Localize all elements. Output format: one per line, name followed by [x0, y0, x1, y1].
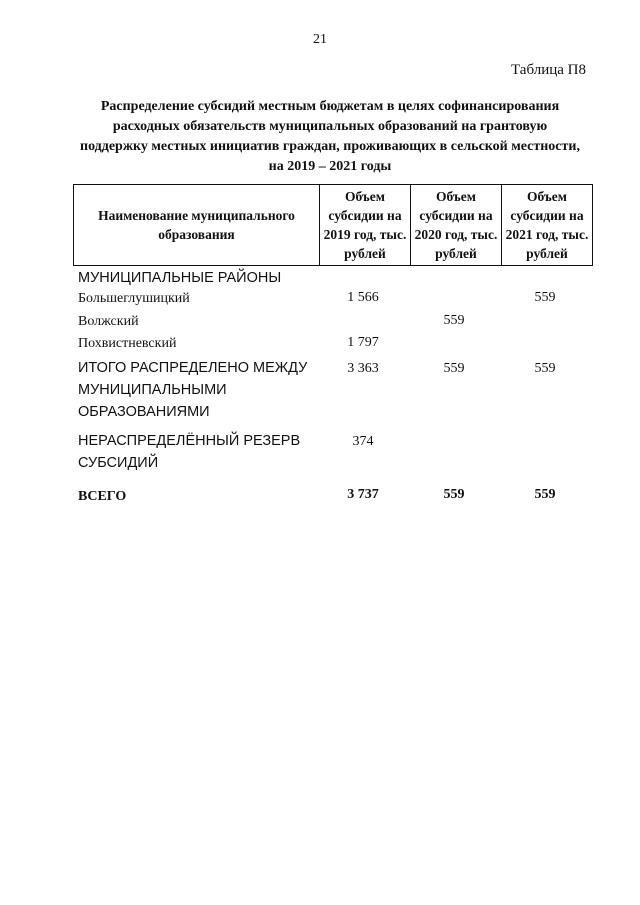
grand-total-label: ВСЕГО [78, 489, 127, 504]
header-2019: Объем субсидии на 2019 год, тыс. рублей [320, 185, 411, 266]
row-value-2019: 1 797 [347, 335, 379, 350]
grand-total-2021: 559 [534, 487, 556, 502]
page-number: 21 [313, 32, 327, 47]
row-name: Большеглушицкий [78, 291, 190, 306]
row-value-2020: 559 [443, 313, 465, 328]
total-distributed-2019: 3 363 [347, 361, 379, 376]
grand-total-2019: 3 737 [347, 487, 379, 502]
document-title: Распределение субсидий местным бюджетам в целях софинансирования расходных обязательств муниципальных образований на грантовую поддержку местных инициатив граждан, проживающих в сельской местности, на 2019 – 2021 годы [80, 99, 580, 174]
row-value-2019: 1 566 [347, 290, 379, 305]
total-distributed-label: ИТОГО РАСПРЕДЕЛЕНО МЕЖДУ МУНИЦИПАЛЬНЫМИ ОБРАЗОВАНИЯМИ [78, 360, 308, 420]
row-name: Похвистневский [78, 336, 177, 351]
header-name: Наименование муниципального образования [74, 185, 320, 266]
header-2020: Объем субсидии на 2020 год, тыс. рублей [411, 185, 502, 266]
row-name: Волжский [78, 314, 139, 329]
table-header [73, 184, 593, 266]
total-distributed-2021: 559 [534, 361, 556, 376]
grand-total-2020: 559 [443, 487, 465, 502]
total-distributed-2020: 559 [443, 361, 465, 376]
reserve-2019: 374 [352, 434, 374, 449]
row-value-2021: 559 [534, 290, 556, 305]
table-label: Таблица П8 [511, 62, 586, 78]
reserve-label: НЕРАСПРЕДЕЛЁННЫЙ РЕЗЕРВ СУБСИДИЙ [78, 433, 301, 471]
section-label: МУНИЦИПАЛЬНЫЕ РАЙОНЫ [78, 270, 282, 286]
header-2021: Объем субсидии на 2021 год, тыс. рублей [502, 185, 593, 266]
